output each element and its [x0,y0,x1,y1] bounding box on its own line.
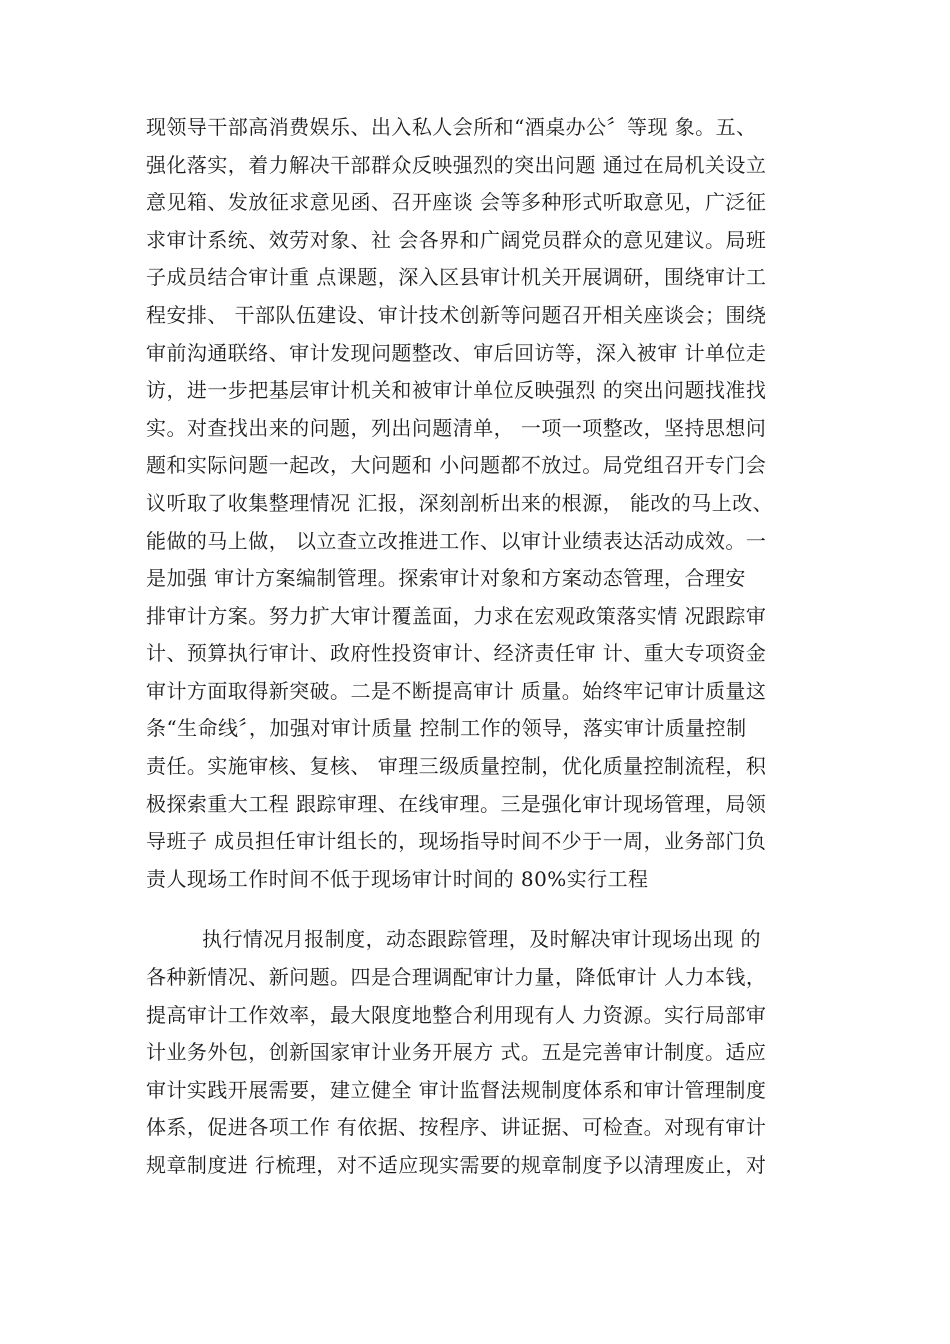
text-line: 程安排、 干部队伍建设、审计技术创新等问题召开相关座谈会；围绕 [146,303,767,327]
text-line: 实。对查找出来的问题，列出问题清单， 一项一项整改，坚持思想问 [146,416,767,440]
text-line: 审计方面取得新突破。二是不断提高审计 质量。始终牢记审计质量这 [146,679,767,703]
text-line: 各种新情况、新问题。四是合理调配审计力量，降低审计 人力本钱， [146,965,767,989]
text-line: 现领导干部高消费娱乐、出入私人会所和“酒桌办公〞等现 象。五、 [146,115,757,139]
text-line: 执行情况月报制度，动态跟踪管理，及时解决审计现场出现 的 [202,927,761,951]
text-line: 子成员结合审计重 点课题，深入区县审计机关开展调研，围绕审计工 [146,265,767,289]
text-line: 审前沟通联络、审计发现问题整改、审后回访等，深入被审 计单位走 [146,341,767,365]
text-line: 责人现场工作时间不低于现场审计时间的 80%实行工程 [146,867,649,891]
text-line: 题和实际问题一起改，大问题和 小问题都不放过。局党组召开专门会 [146,453,767,477]
text-line: 访，进一步把基层审计机关和被审计单位反映强烈 的突出问题找准找 [146,378,767,402]
text-line: 能做的马上做， 以立查立改推进工作、以审计业绩表达活动成效。一 [146,529,767,553]
text-line: 导班子 成员担任审计组长的，现场指导时间不少于一周，业务部门负 [146,829,767,853]
text-line: 求审计系统、效劳对象、社 会各界和广阔党员群众的意见建议。局班 [146,228,767,252]
text-line: 强化落实，着力解决干部群众反映强烈的突出问题 通过在局机关设立 [146,153,767,177]
text-line: 排审计方案。努力扩大审计覆盖面，力求在宏观政策落实情 况跟踪审 [146,604,767,628]
text-line: 规章制度进 行梳理，对不适应现实需要的规章制度予以清理废止，对 [146,1153,767,1177]
text-line: 提高审计工作效率，最大限度地整合利用现有人 力资源。实行局部审 [146,1003,767,1027]
text-line: 是加强 审计方案编制管理。探索审计对象和方案动态管理，合理安 [146,566,746,590]
text-line: 责任。实施审核、复核、 审理三级质量控制，优化质量控制流程，积 [146,754,767,778]
text-line: 意见箱、发放征求意见函、召开座谈 会等多种形式听取意见，广泛征 [146,190,767,214]
text-line: 审计实践开展需要，建立健全 审计监督法规制度体系和审计管理制度 [146,1078,767,1102]
text-line: 议听取了收集整理情况 汇报，深刻剖析出来的根源， 能改的马上改、 [146,491,774,515]
text-line: 极探索重大工程 跟踪审理、在线审理。三是强化审计现场管理，局领 [146,792,767,816]
text-line: 计业务外包，创新国家审计业务开展方 式。五是完善审计制度。适应 [146,1040,767,1064]
text-line: 条“生命线〞，加强对审计质量 控制工作的领导，落实审计质量控制 [146,716,747,740]
text-line: 体系，促进各项工作 有依据、按程序、讲证据、可检查。对现有审计 [146,1115,767,1139]
text-line: 计、预算执行审计、政府性投资审计、经济责任审 计、重大专项资金 [146,641,767,665]
